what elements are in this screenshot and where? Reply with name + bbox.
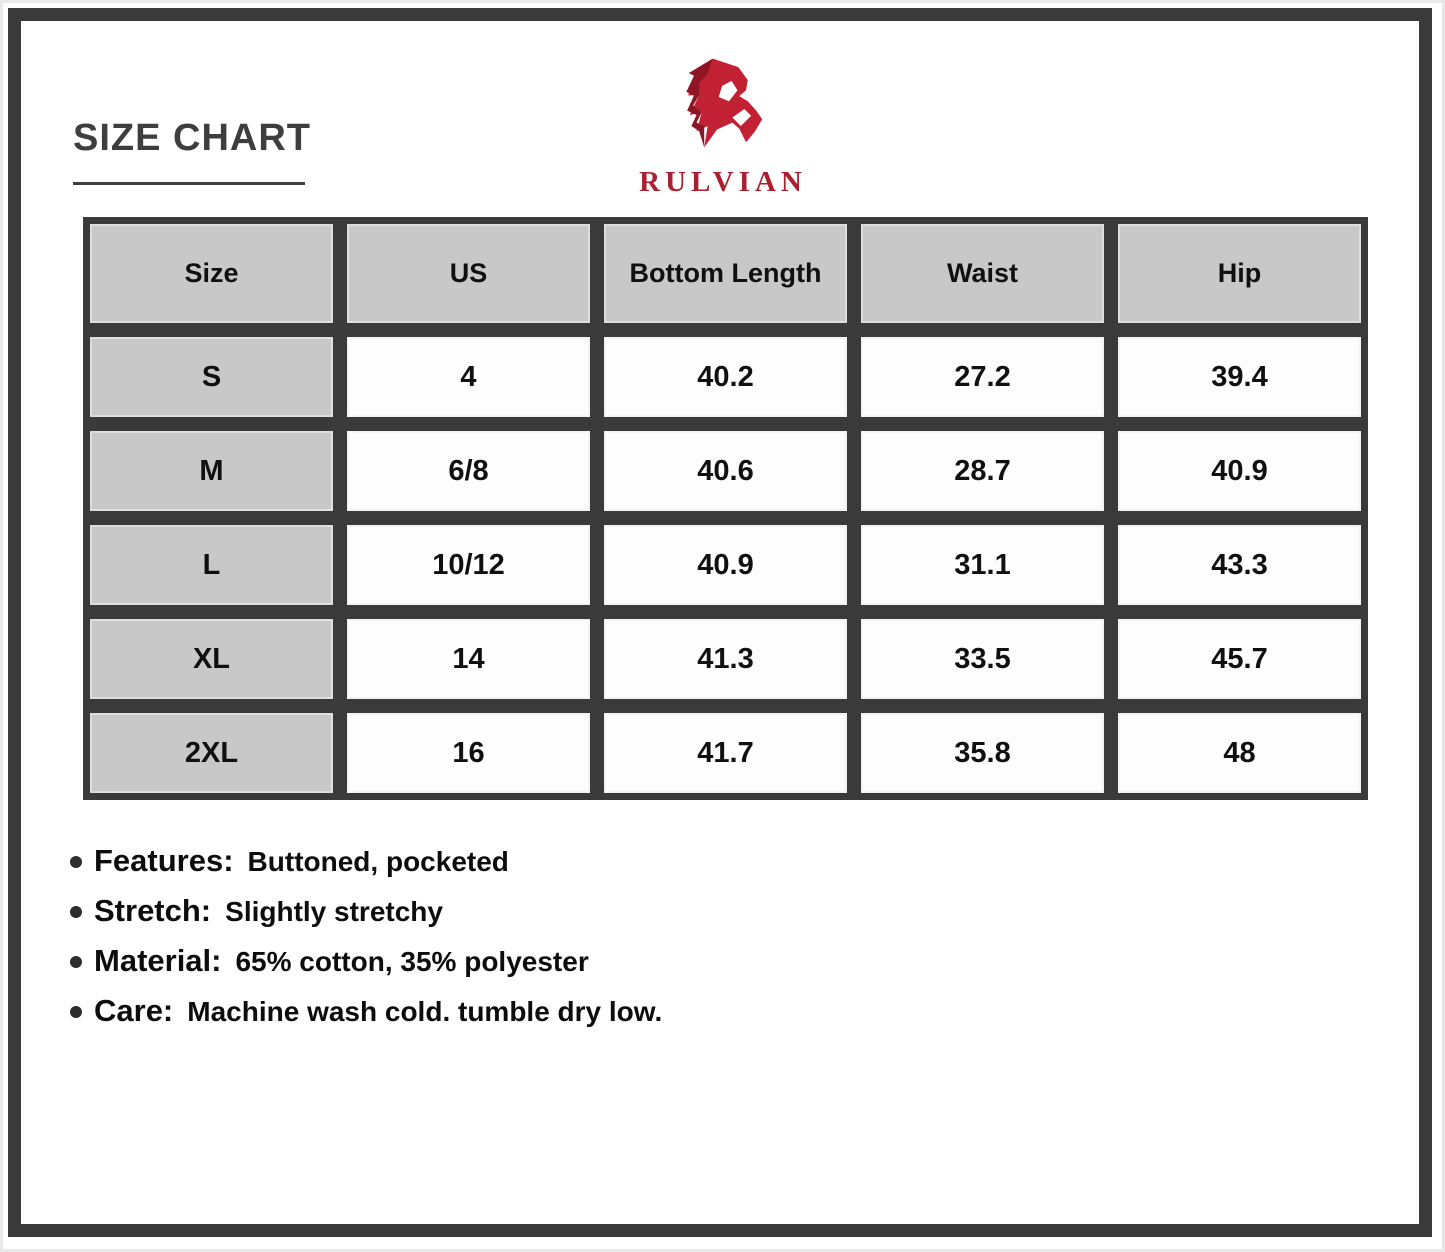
table-cell: 16 <box>347 713 590 793</box>
size-row-label: L <box>90 525 333 605</box>
detail-item-material <box>70 943 662 980</box>
table-cell: 41.7 <box>604 713 847 793</box>
column-header-waist: Waist <box>861 224 1104 323</box>
table-cell: 41.3 <box>604 619 847 699</box>
detail-value: 65% cotton, 35% polyester <box>235 946 589 977</box>
table-cell: 14 <box>347 619 590 699</box>
detail-item-stretch <box>70 893 662 930</box>
table-cell: 40.6 <box>604 431 847 511</box>
table-cell: 28.7 <box>861 431 1104 511</box>
detail-label: Material: <box>94 943 222 978</box>
detail-item-features <box>70 843 662 880</box>
column-header-bottom-length: Bottom Length <box>604 224 847 323</box>
size-row-label: S <box>90 337 333 417</box>
detail-label: Care: <box>94 993 174 1028</box>
page-frame <box>8 8 1432 1237</box>
table-cell: 27.2 <box>861 337 1104 417</box>
size-row-label: XL <box>90 619 333 699</box>
detail-label: Stretch: <box>94 893 212 928</box>
product-details-list <box>70 843 662 1043</box>
title-underline <box>73 182 305 185</box>
table-cell: 45.7 <box>1118 619 1361 699</box>
column-header-us: US <box>347 224 590 323</box>
bullet-icon <box>70 856 82 868</box>
table-cell: 31.1 <box>861 525 1104 605</box>
table-cell: 35.8 <box>861 713 1104 793</box>
table-cell: 33.5 <box>861 619 1104 699</box>
column-header-hip: Hip <box>1118 224 1361 323</box>
detail-label: Features: <box>94 843 234 878</box>
detail-item-care <box>70 993 662 1030</box>
size-row-label: M <box>90 431 333 511</box>
table-cell: 43.3 <box>1118 525 1361 605</box>
table-cell: 40.9 <box>1118 431 1361 511</box>
bullet-icon <box>70 1006 82 1018</box>
brand-logo <box>618 43 828 199</box>
table-cell: 4 <box>347 337 590 417</box>
size-row-label: 2XL <box>90 713 333 793</box>
detail-value: Buttoned, pocketed <box>247 846 509 877</box>
size-chart-table <box>83 217 1368 800</box>
table-cell: 40.9 <box>604 525 847 605</box>
brand-wordmark: RULVIAN <box>639 166 807 198</box>
bullet-icon <box>70 956 82 968</box>
table-cell: 10/12 <box>347 525 590 605</box>
column-header-size: Size <box>90 224 333 323</box>
table-cell: 48 <box>1118 713 1361 793</box>
table-cell: 6/8 <box>347 431 590 511</box>
detail-value: Machine wash cold. tumble dry low. <box>187 996 663 1027</box>
brand-logo-icon <box>659 43 787 163</box>
table-cell: 40.2 <box>604 337 847 417</box>
bullet-icon <box>70 906 82 918</box>
detail-value: Slightly stretchy <box>225 896 443 927</box>
table-cell: 39.4 <box>1118 337 1361 417</box>
page-title: SIZE CHART <box>73 117 311 159</box>
